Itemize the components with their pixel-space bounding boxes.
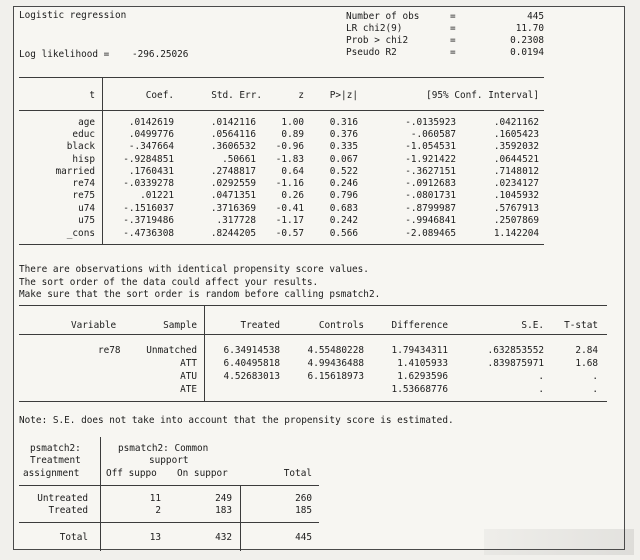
on-support-value: 249: [215, 493, 232, 504]
z-value: -0.96: [275, 141, 304, 152]
var-name: _cons: [66, 228, 95, 239]
column-header: Treated: [240, 320, 280, 331]
z-value: 0.64: [281, 166, 304, 177]
tstat-value: 2.84: [575, 345, 598, 356]
off-support-value: 11: [149, 493, 161, 504]
ci-low: -.8799987: [405, 203, 456, 214]
sample-label: ATT: [180, 358, 197, 369]
se-value: .50661: [222, 154, 256, 165]
se-value: .632853552: [487, 345, 544, 356]
on-support-value: 432: [215, 532, 232, 543]
ci-low: -.0135923: [405, 117, 456, 128]
total-value: 185: [295, 505, 312, 516]
z-value: 1.00: [281, 117, 304, 128]
table-row: [14, 141, 614, 153]
ci-high: 1.142204: [493, 228, 539, 239]
se-value: .: [538, 384, 544, 395]
z-value: -1.16: [275, 178, 304, 189]
var-name: u74: [78, 203, 95, 214]
coef-value: .0142619: [128, 117, 174, 128]
coef-value: -.1516037: [123, 203, 174, 214]
column-header: Coef.: [145, 90, 174, 101]
coef-value: .0499776: [128, 129, 174, 140]
se-note: Note: S.E. does not take into account that the propensity score is estimated.: [19, 415, 454, 426]
difference-value: 1.4105933: [397, 358, 448, 369]
note-line: The sort order of the data could affect your results.: [19, 277, 319, 288]
table-row: [14, 117, 614, 129]
p-value: 0.242: [329, 215, 358, 226]
ci-low: -.060587: [410, 129, 456, 140]
se-value: .839875971: [487, 358, 544, 369]
stat-eq: =: [450, 11, 456, 22]
column-header: Difference: [391, 320, 448, 331]
table-row: [14, 215, 614, 227]
off-support-value: 2: [155, 505, 161, 516]
se-value: .0564116: [210, 129, 256, 140]
z-value: -1.83: [275, 154, 304, 165]
ci-high: .1045932: [493, 190, 539, 201]
coef-value: -.9284851: [123, 154, 174, 165]
outcome-variable: re78: [98, 345, 121, 356]
stat-value: 0.0194: [510, 47, 544, 58]
column-header: P>|z|: [329, 90, 358, 101]
se-value: .8244205: [210, 228, 256, 239]
table-row: [14, 154, 614, 166]
stata-output-page: [13, 6, 625, 550]
total-value: 445: [295, 532, 312, 543]
off-support-value: 13: [149, 532, 161, 543]
controls-value: 4.99436488: [307, 358, 364, 369]
var-name: hisp: [72, 154, 95, 165]
p-value: 0.067: [329, 154, 358, 165]
p-value: 0.335: [329, 141, 358, 152]
table-row: [14, 203, 614, 215]
se-value: .3606532: [210, 141, 256, 152]
rule-header: [19, 485, 319, 486]
se-value: .: [538, 371, 544, 382]
rule-bottom: [19, 401, 607, 402]
stat-label: Prob > chi2: [346, 35, 409, 46]
rule-bottom: [19, 244, 544, 245]
se-value: .2748817: [210, 166, 256, 177]
model-title: Logistic regression: [19, 10, 127, 21]
tstat-value: 1.68: [575, 358, 598, 369]
total-value: 260: [295, 493, 312, 504]
column-header: On suppor: [177, 468, 228, 479]
ci-low: -1.054531: [405, 141, 456, 152]
table-row: [14, 532, 334, 544]
row-header: psmatch2:: [30, 443, 81, 454]
treated-value: 6.40495818: [223, 358, 280, 369]
column-header: T-stat: [564, 320, 598, 331]
table-row: [14, 384, 614, 396]
ci-low: -1.921422: [405, 154, 456, 165]
table-row: [14, 228, 614, 240]
p-value: 0.522: [329, 166, 358, 177]
stat-eq: =: [450, 23, 456, 34]
se-value: .0142116: [210, 117, 256, 128]
p-value: 0.376: [329, 129, 358, 140]
column-header: t: [89, 90, 95, 101]
var-name: re75: [72, 190, 95, 201]
table-row: [14, 358, 614, 370]
table-row: [14, 178, 614, 190]
z-value: 0.89: [281, 129, 304, 140]
rule-total: [19, 522, 319, 523]
var-name: black: [66, 141, 95, 152]
table-row: [14, 371, 614, 383]
coef-value: .1760431: [128, 166, 174, 177]
stat-value: 445: [527, 11, 544, 22]
treated-value: 6.34914538: [223, 345, 280, 356]
ci-low: -.0912683: [405, 178, 456, 189]
table-row: [14, 493, 334, 505]
ci-low: -2.089465: [405, 228, 456, 239]
p-value: 0.246: [329, 178, 358, 189]
coef-value: -.4736308: [123, 228, 174, 239]
var-name: age: [78, 117, 95, 128]
column-header: Off suppo: [106, 468, 157, 479]
tstat-value: .: [592, 384, 598, 395]
ci-high: .0421162: [493, 117, 539, 128]
loglik-label: Log likelihood =: [19, 49, 115, 60]
coef-value: -.347664: [128, 141, 174, 152]
se-value: .3716369: [210, 203, 256, 214]
p-value: 0.683: [329, 203, 358, 214]
group-header: psmatch2: Common: [118, 443, 209, 454]
stat-value: 11.70: [515, 23, 544, 34]
z-value: -1.17: [275, 215, 304, 226]
note-line: There are observations with identical propensity score values.: [19, 264, 369, 275]
ci-high: .5767913: [493, 203, 539, 214]
column-header: z: [298, 90, 304, 101]
se-value: .0471351: [210, 190, 256, 201]
ci-high: .1605423: [493, 129, 539, 140]
row-label: Untreated: [37, 493, 88, 504]
ci-low: -.9946841: [405, 215, 456, 226]
se-value: .0292559: [210, 178, 256, 189]
column-header: [95% Conf. Interval]: [426, 90, 539, 101]
z-value: 0.26: [281, 190, 304, 201]
stat-label: Pseudo R2: [346, 47, 397, 58]
rule-header: [19, 334, 607, 335]
column-header: Controls: [318, 320, 364, 331]
column-header: Total: [283, 468, 312, 479]
difference-value: 1.79434311: [391, 345, 448, 356]
ci-high: .2507869: [493, 215, 539, 226]
stat-value: 0.2308: [510, 35, 544, 46]
controls-value: 6.15618973: [307, 371, 364, 382]
column-header: Std. Err.: [211, 90, 262, 101]
difference-value: 1.6293596: [397, 371, 448, 382]
sample-label: Unmatched: [146, 345, 197, 356]
tstat-value: .: [592, 371, 598, 382]
table-row: [14, 129, 614, 141]
ci-high: .0644521: [493, 154, 539, 165]
z-value: -0.57: [275, 228, 304, 239]
var-name: educ: [72, 129, 95, 140]
p-value: 0.796: [329, 190, 358, 201]
row-header: assignment: [23, 468, 80, 479]
column-header: Sample: [163, 320, 197, 331]
column-header: Variable: [71, 320, 117, 331]
table-row: [14, 345, 614, 357]
coef-value: -.0339278: [123, 178, 174, 189]
stat-label: Number of obs: [346, 11, 420, 22]
stat-label: LR chi2(9): [346, 23, 403, 34]
ci-low: -.3627151: [405, 166, 456, 177]
coef-value: .01221: [140, 190, 174, 201]
ci-low: -.0801731: [405, 190, 456, 201]
table-row: [14, 505, 334, 517]
rule-top: [19, 305, 607, 306]
on-support-value: 183: [215, 505, 232, 516]
coef-value: -.3719486: [123, 215, 174, 226]
z-value: -0.41: [275, 203, 304, 214]
difference-value: 1.53668776: [391, 384, 448, 395]
p-value: 0.316: [329, 117, 358, 128]
sample-label: ATU: [180, 371, 197, 382]
ci-high: .7148012: [493, 166, 539, 177]
stat-eq: =: [450, 35, 456, 46]
group-header: support: [149, 455, 189, 466]
stat-eq: =: [450, 47, 456, 58]
row-header: Treatment: [30, 455, 81, 466]
rule-header: [19, 110, 544, 111]
p-value: 0.566: [329, 228, 358, 239]
rule-top: [19, 77, 544, 78]
table-row: [14, 190, 614, 202]
table-row: [14, 166, 614, 178]
row-label: Total: [59, 532, 88, 543]
ci-high: .3592032: [493, 141, 539, 152]
treated-value: 4.52683013: [223, 371, 280, 382]
sample-label: ATE: [180, 384, 197, 395]
row-label: Treated: [48, 505, 88, 516]
var-name: married: [55, 166, 95, 177]
var-name: u75: [78, 215, 95, 226]
controls-value: 4.55480228: [307, 345, 364, 356]
se-value: .317728: [216, 215, 256, 226]
scan-bleed-through: [484, 529, 634, 555]
var-name: re74: [72, 178, 95, 189]
note-line: Make sure that the sort order is random before calling psmatch2.: [19, 289, 381, 300]
loglik-value: -296.25026: [132, 49, 189, 60]
ci-high: .0234127: [493, 178, 539, 189]
column-header: S.E.: [521, 320, 544, 331]
